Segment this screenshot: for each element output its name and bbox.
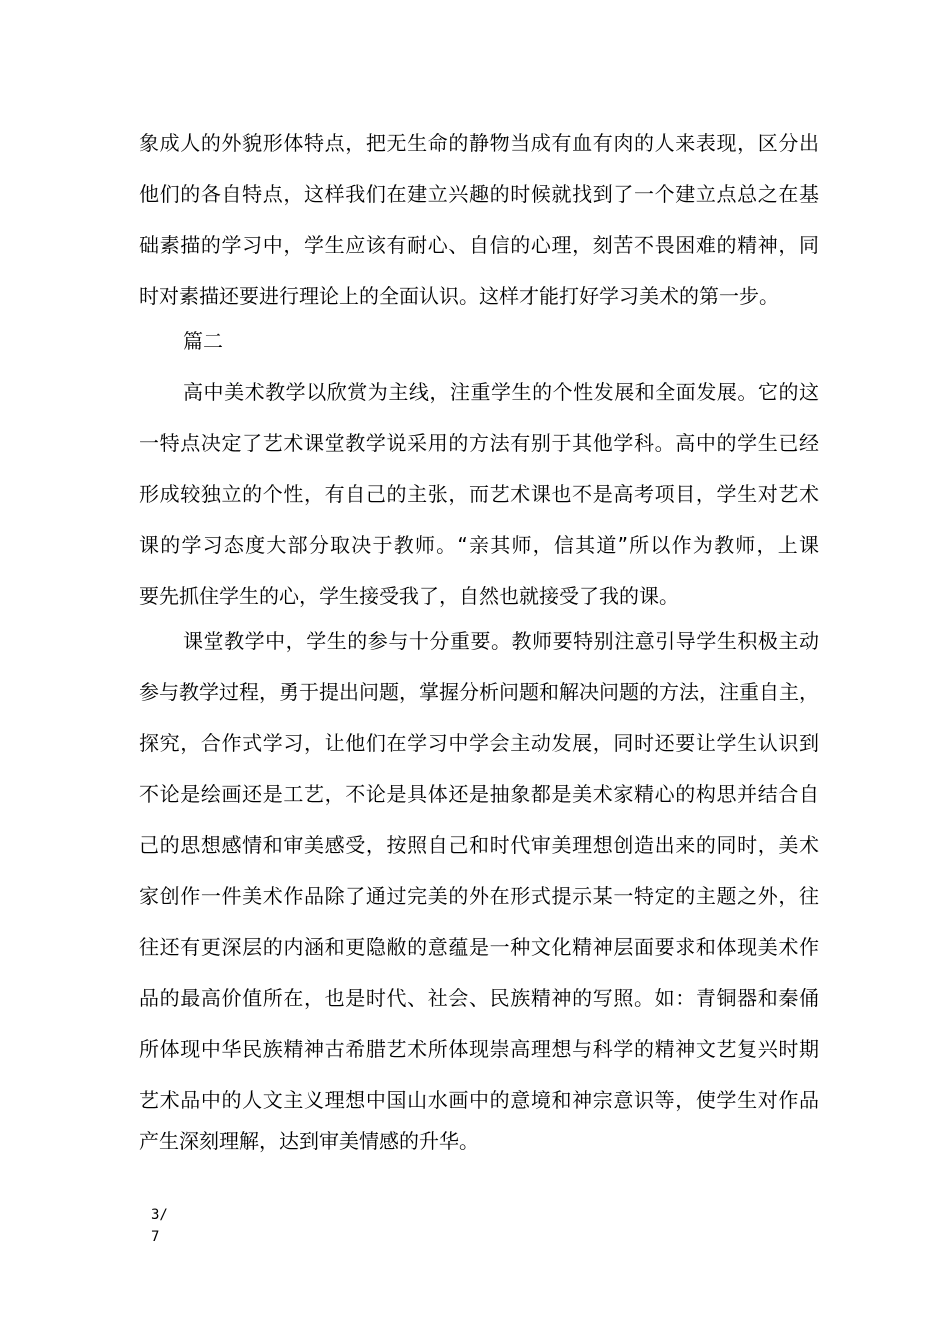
paragraph-line: 艺术品中的人文主义理想中国山水画中的意境和神宗意识等，使学生对作品 (139, 1088, 819, 1112)
paragraph-line: 础素描的学习中，学生应该有耐心、自信的心理，刻苦不畏困难的精神，同 (139, 233, 819, 257)
paragraph-line: 己的思想感情和审美感受，按照自己和时代审美理想创造出来的同时，美术 (139, 833, 819, 857)
paragraph-line: 象成人的外貌形体特点，把无生命的静物当成有血有肉的人来表现，区分出 (139, 131, 819, 155)
paragraph-line: 参与教学过程，勇于提出问题，掌握分析问题和解决问题的方法，注重自主， (139, 680, 819, 704)
paragraph-line: 探究，合作式学习，让他们在学习中学会主动发展，同时还要让学生认识到 (139, 731, 819, 755)
page-number (151, 1204, 171, 1248)
paragraph-line: 品的最高价值所在，也是时代、社会、民族精神的写照。如：青铜器和秦俑 (139, 986, 819, 1010)
paragraph-line: 形成较独立的个性，有自己的主张，而艺术课也不是高考项目，学生对艺术 (139, 482, 819, 506)
paragraph-line: 时对素描还要进行理论上的全面认识。这样才能打好学习美术的第一步。 (139, 284, 779, 308)
paragraph-line: 他们的各自特点，这样我们在建立兴趣的时候就找到了一个建立点总之在基 (139, 182, 819, 206)
paragraph-line: 不论是绘画还是工艺，不论是具体还是抽象都是美术家精心的构思并结合自 (139, 782, 819, 806)
paragraph-line: 要先抓住学生的心，学生接受我了，自然也就接受了我的课。 (139, 584, 679, 608)
paragraph-line: 课堂教学中，学生的参与十分重要。教师要特别注意引导学生积极主动 (183, 629, 819, 653)
section-heading: 篇二 (183, 329, 223, 353)
paragraph-line: 课的学习态度大部分取决于教师。“亲其师，信其道”所以作为教师，上课 (139, 533, 819, 557)
paragraph-line: 一特点决定了艺术课堂教学说采用的方法有别于其他学科。高中的学生已经 (139, 431, 819, 455)
page-number-total: 7 (151, 1229, 160, 1245)
page-number-current: 3/ (151, 1207, 168, 1223)
paragraph-line: 所体现中华民族精神古希腊艺术所体现崇高理想与科学的精神文艺复兴时期 (139, 1037, 819, 1061)
paragraph-line: 产生深刻理解，达到审美情感的升华。 (139, 1129, 479, 1153)
paragraph-line: 往还有更深层的内涵和更隐敝的意蕴是一种文化精神层面要求和体现美术作 (139, 935, 819, 959)
paragraph-line: 家创作一件美术作品除了通过完美的外在形式提示某一特定的主题之外，往 (139, 884, 819, 908)
paragraph-line: 高中美术教学以欣赏为主线，注重学生的个性发展和全面发展。它的这 (183, 380, 819, 404)
